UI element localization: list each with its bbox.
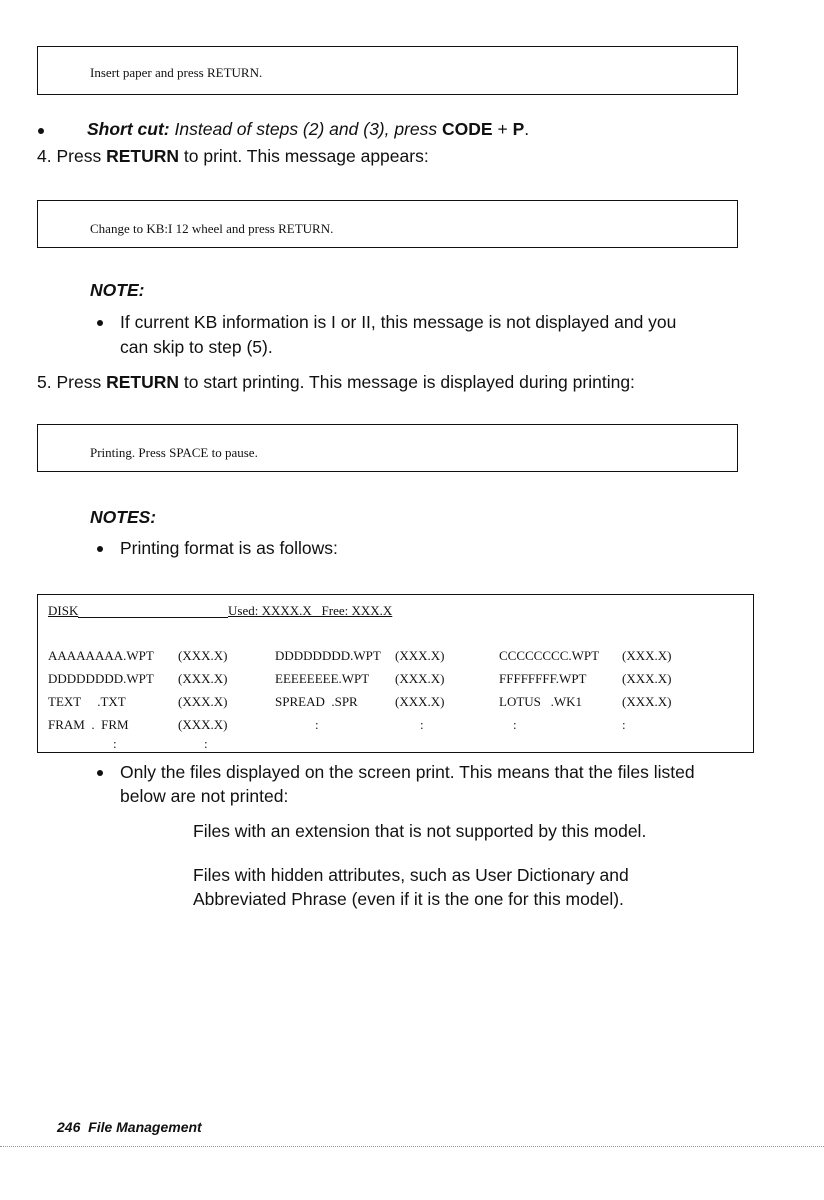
table-cell: DDDDDDDD.WPT (XXX.X) [275, 648, 445, 663]
table-row: FRAM . FRM (XXX.X) [48, 717, 228, 732]
message-text: Change to KB:I 12 wheel and press RETURN. [90, 221, 334, 236]
table-cell: FFFFFFFF.WPT (XXX.X) [499, 671, 672, 686]
message-box-change-wheel [37, 200, 738, 248]
notes-bullet-1: Printing format is as follows: [120, 538, 338, 558]
step-5: 5. Press RETURN to start printing. This message is displayed during printing: [37, 372, 635, 392]
section-title: File Management [88, 1119, 202, 1135]
notes-heading: NOTES: [90, 507, 157, 527]
page-number: 246 [57, 1119, 81, 1135]
table-cell: EEEEEEEE.WPT (XXX.X) [275, 671, 445, 686]
continuation-mark: : [113, 736, 117, 751]
table-row: TEXT .TXT (XXX.X) [48, 694, 228, 709]
message-box-insert-paper [37, 46, 738, 95]
continuation-mark: : [420, 717, 424, 732]
bullet-icon [97, 770, 103, 776]
table-row: DDDDDDDD.WPT (XXX.X) [48, 671, 228, 686]
continuation-mark: : [513, 717, 517, 732]
notes-bullet-2-line-1: Only the files displayed on the screen print. This means that the files listed [120, 762, 695, 782]
excluded-item-2-line-1: Files with hidden attributes, such as User Dictionary and [193, 865, 629, 885]
footer-rule [0, 1146, 824, 1147]
shortcut-line: Short cut: Instead of steps (2) and (3), press CODE + P. [87, 119, 530, 139]
note-heading: NOTE: [90, 280, 145, 300]
disk-label: DISK [48, 603, 79, 618]
message-box-printing [37, 424, 738, 472]
notes-bullet-2-line-2: below are not printed: [120, 786, 289, 806]
note-text-2: can skip to step (5). [120, 337, 273, 357]
message-text: Insert paper and press RETURN. [90, 65, 263, 80]
page-footer [57, 1119, 202, 1135]
table-row: AAAAAAAA.WPT (XXX.X) [48, 648, 228, 663]
table-cell: CCCCCCCC.WPT (XXX.X) [499, 648, 672, 663]
note-text-1: If current KB information is I or II, this message is not displayed and you [120, 312, 677, 332]
message-text: Printing. Press SPACE to pause. [90, 445, 258, 460]
bullet-icon [97, 546, 103, 552]
step-4: 4. Press RETURN to print. This message appears: [37, 146, 429, 166]
table-cell: LOTUS .WK1 (XXX.X) [499, 694, 672, 709]
bullet-icon [97, 320, 103, 326]
disk-usage: Used: XXXX.X Free: XXX.X [228, 603, 393, 618]
continuation-mark: : [204, 736, 208, 751]
excluded-item-1: Files with an extension that is not supported by this model. [193, 821, 647, 841]
print-format-table [37, 594, 754, 753]
continuation-mark: : [622, 717, 626, 732]
excluded-item-2-line-2: Abbreviated Phrase (even if it is the one for this model). [193, 889, 624, 909]
table-cell: SPREAD .SPR (XXX.X) [275, 694, 445, 709]
divider [78, 617, 228, 618]
bullet-icon [38, 128, 44, 134]
continuation-mark: : [315, 717, 319, 732]
